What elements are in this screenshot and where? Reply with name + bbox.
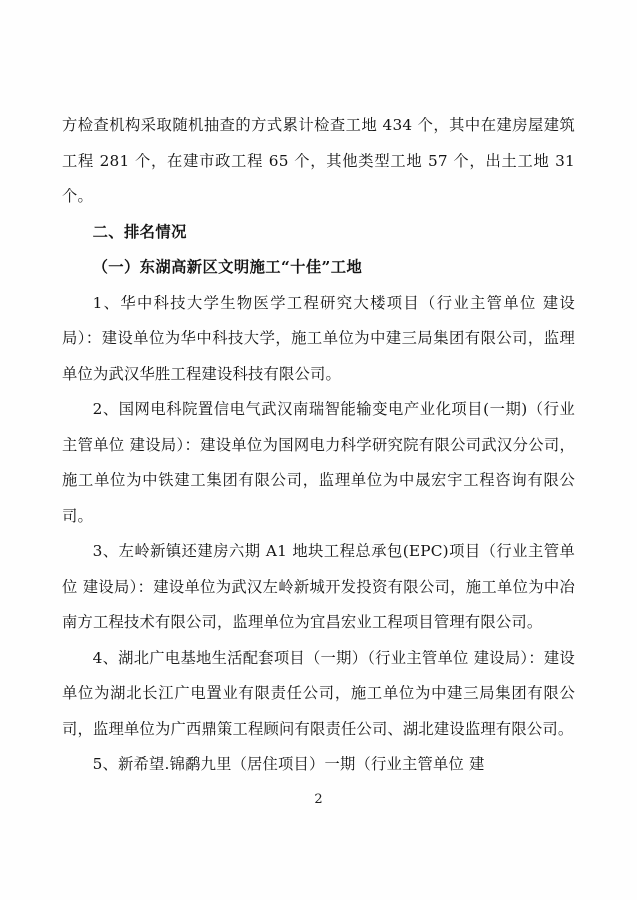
heading-subsection-one: （一）东湖高新区文明施工“十佳”工地 <box>92 258 363 276</box>
list-item-4: 4、湖北广电基地生活配套项目（一期）（行业主管单位 建设局）：建设单位为湖北长江广电置业有限责任公司，施工单位为中建三局集团有限公司，监理单位为广西鼎策工程顾问有限责任公司、湖北建设监理有限公司。 <box>62 648 575 738</box>
document-body <box>62 108 575 783</box>
list-item-5: 5、新希望.锦鹬九里（居住项目）一期（行业主管单位 建 <box>92 755 485 773</box>
list-item-3: 3、左岭新镇还建房六期 A1 地块工程总承包(EPC)项目（行业主管单位 建设局）：建设单位为武汉左岭新城开发投资有限公司，施工单位为中冶南方工程技术有限公司，监理单位为宜昌宏业工程项目管理有限公司。 <box>62 542 575 631</box>
page-number: 2 <box>314 792 323 807</box>
heading-section-two: 二、排名情况 <box>92 222 187 241</box>
list-item-1: 1、华中科技大学生物医学工程研究大楼项目（行业主管单位 建设局）：建设单位为华中科技大学，施工单位为中建三局集团有限公司，监理单位为武汉华胜工程建设科技有限公司。 <box>62 293 575 383</box>
list-item-2: 2、国网电科院置信电气武汉南瑞智能输变电产业化项目(一期)（行业主管单位 建设局）：建设单位为国网电力科学研究院有限公司武汉分公司，施工单位为中铁建工集团有限公司，监理单位为中晟宏宇工程咨询有限公司。 <box>62 400 575 525</box>
paragraph-continued-statistics: 方检查机构采取随机抽查的方式累计检查工地 434 个，其中在建房屋建筑工程 281 个，在建市政工程 65 个，其他类型工地 57 个，出土工地 31 个。 <box>62 116 575 205</box>
